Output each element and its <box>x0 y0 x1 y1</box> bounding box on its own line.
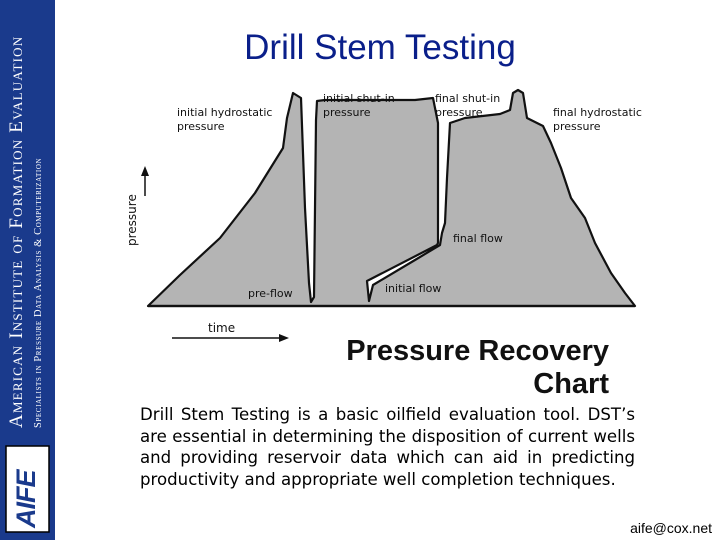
pressure-axis-label: pressure <box>125 194 139 246</box>
label-initial-shut-in-1: initial shut-in <box>323 92 395 105</box>
label-pre-flow: pre-flow <box>248 287 293 300</box>
label-initial-hydrostatic-2: pressure <box>177 120 225 133</box>
time-axis-label: time <box>208 321 236 335</box>
label-final-hydrostatic-2: pressure <box>553 120 601 133</box>
logo-text: AIFE <box>11 470 41 528</box>
label-final-shut-in-2: pressure <box>435 106 483 119</box>
contact-email[interactable]: aife@cox.net <box>630 520 712 536</box>
organization-name: American Institute of Formation Evaluation <box>6 35 27 428</box>
pressure-recovery-diagram <box>115 88 645 398</box>
sidebar-banner <box>0 0 55 540</box>
aife-logo <box>4 444 51 534</box>
description-paragraph: Drill Stem Testing is a basic oilfield evaluation tool. DST’s are essential in determining the disposition of current wells and providing reservoir data which can aid in predicting productivity and appropriate well completion techniques. <box>140 405 635 489</box>
label-initial-flow: initial flow <box>385 282 442 295</box>
organization-tagline: Specialists in Pressure Data Analysis & Computerization <box>33 157 44 428</box>
pressure-arrowhead <box>141 166 149 176</box>
label-final-flow: final flow <box>453 232 503 245</box>
time-arrowhead <box>279 334 289 342</box>
label-final-hydrostatic-1: final hydrostatic <box>553 106 642 119</box>
page-title: Drill Stem Testing <box>244 28 516 67</box>
label-final-shut-in-1: final shut-in <box>435 92 501 105</box>
label-initial-shut-in-2: pressure <box>323 106 371 119</box>
chart-title-line-1: Pressure Recovery <box>346 335 609 367</box>
label-initial-hydrostatic-1: initial hydrostatic <box>177 106 273 119</box>
chart-title-line-2: Chart <box>533 368 609 398</box>
